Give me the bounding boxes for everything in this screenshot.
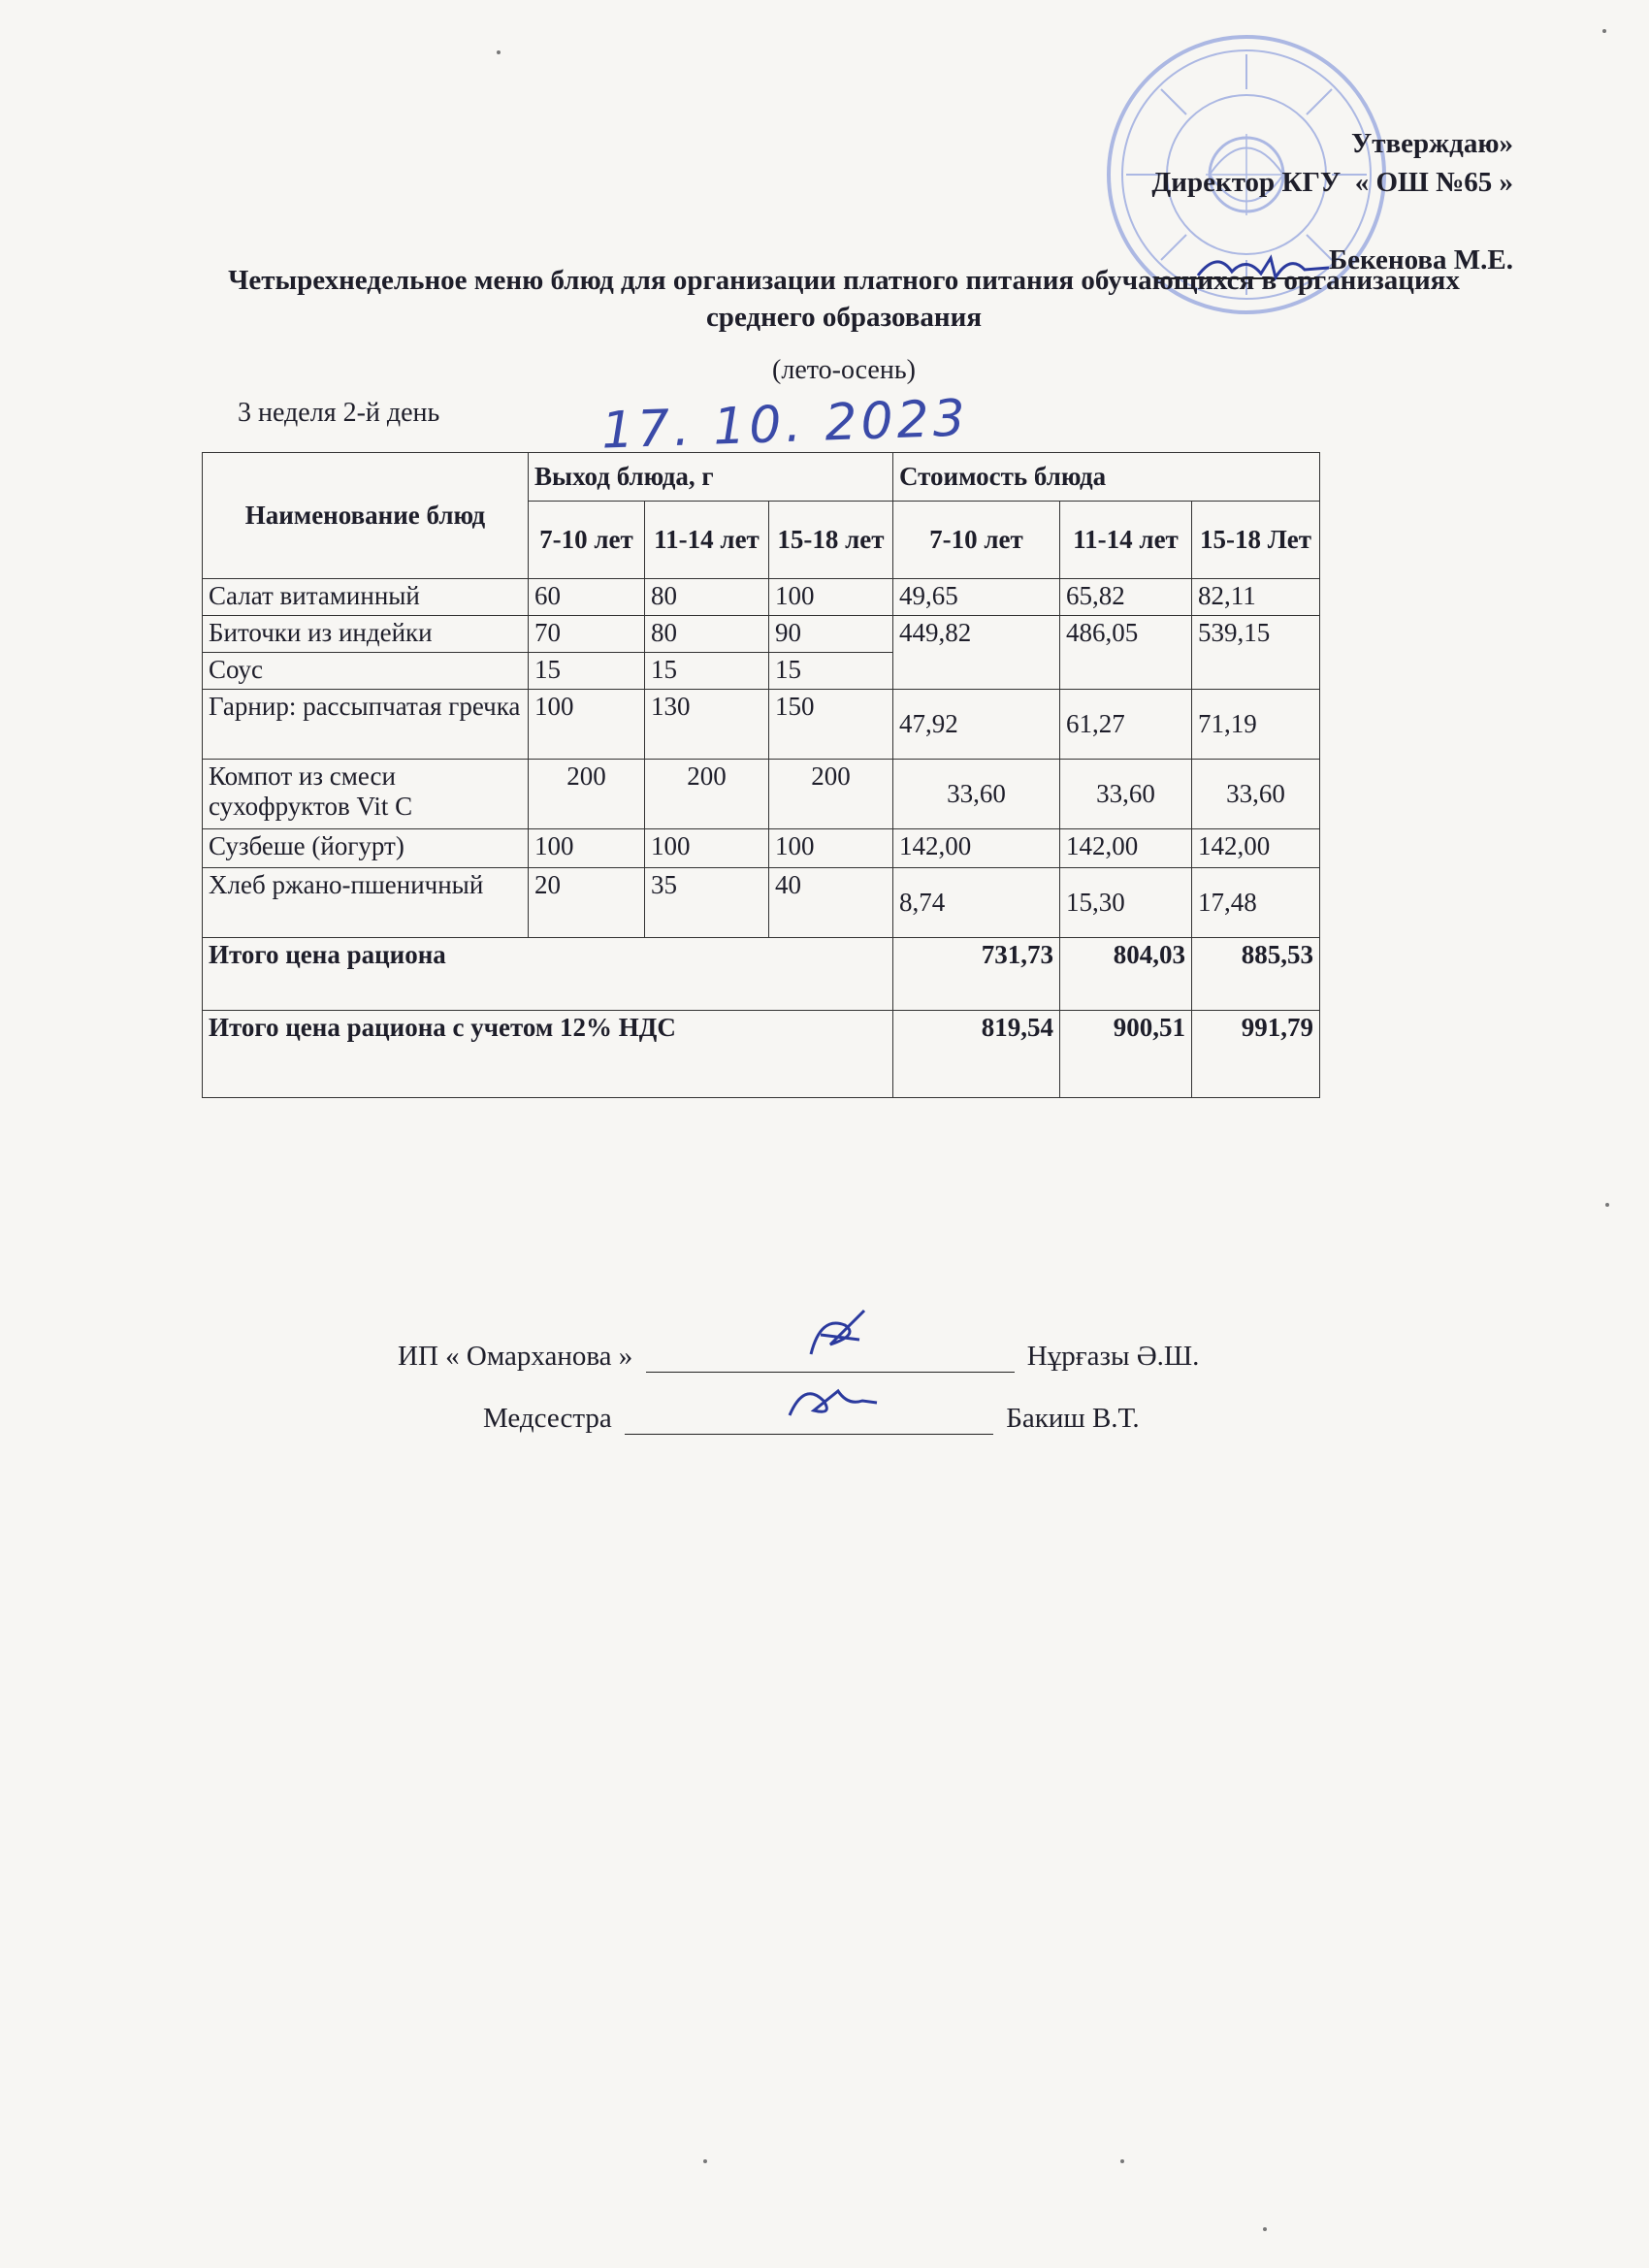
yield-cell: 80 <box>645 616 769 653</box>
ip-name: Нұрғазы Ә.Ш. <box>1026 1341 1200 1372</box>
cost-cell: 449,82 <box>893 616 1060 690</box>
cost-cell: 33,60 <box>1060 760 1192 829</box>
yield-cell: 60 <box>529 579 645 616</box>
header-dish-name: Наименование блюд <box>203 453 529 579</box>
ip-signature-blank <box>646 1345 1015 1373</box>
total-vat-cost: 991,79 <box>1192 1011 1320 1098</box>
yield-cell: 100 <box>645 829 769 868</box>
cost-cell: 65,82 <box>1060 579 1192 616</box>
scan-speck <box>703 2159 707 2163</box>
season-label: (лето-осень) <box>772 355 916 385</box>
cost-cell: 33,60 <box>1192 760 1320 829</box>
cost-cell: 142,00 <box>893 829 1060 868</box>
header-cost: Стоимость блюда <box>893 453 1320 502</box>
table-row <box>203 690 1320 760</box>
total-row <box>203 938 1320 1011</box>
cost-cell: 47,92 <box>893 690 1060 760</box>
total-vat-cost: 819,54 <box>893 1011 1060 1098</box>
director-name: Бекенова М.Е. <box>1328 244 1513 275</box>
yield-cell: 200 <box>645 760 769 829</box>
yield-cell: 35 <box>645 868 769 938</box>
nurse-signature-row <box>483 1403 1140 1435</box>
scan-speck <box>1263 2227 1267 2231</box>
table-row <box>203 579 1320 616</box>
header-age-yield: 11-14 лет <box>645 502 769 579</box>
nurse-name: Бакиш В.Т. <box>1006 1403 1140 1434</box>
ip-signature-scribble <box>792 1306 879 1364</box>
yield-cell: 100 <box>769 579 893 616</box>
header-age-cost: 7-10 лет <box>893 502 1060 579</box>
cost-cell: 71,19 <box>1192 690 1320 760</box>
header-age-yield: 7-10 лет <box>529 502 645 579</box>
cost-cell: 49,65 <box>893 579 1060 616</box>
total-cost: 804,03 <box>1060 938 1192 1011</box>
total-label: Итого цена рациона <box>203 938 893 1011</box>
nurse-signature-scribble <box>780 1372 887 1430</box>
cost-cell: 142,00 <box>1060 829 1192 868</box>
cost-cell: 61,27 <box>1060 690 1192 760</box>
table-row <box>203 868 1320 938</box>
cost-cell: 15,30 <box>1060 868 1192 938</box>
dish-name: Гарнир: рассыпчатая гречка <box>203 690 529 760</box>
ip-signature-row <box>398 1341 1199 1373</box>
yield-cell: 200 <box>769 760 893 829</box>
menu-table <box>202 452 1320 1098</box>
header-age-cost: 15-18 Лет <box>1192 502 1320 579</box>
table-row <box>203 829 1320 868</box>
cost-cell: 486,05 <box>1060 616 1192 690</box>
total-cost: 885,53 <box>1192 938 1320 1011</box>
scan-speck <box>497 50 501 54</box>
cost-cell: 8,74 <box>893 868 1060 938</box>
table-row <box>203 760 1320 829</box>
dish-name: Сузбеше (йогурт) <box>203 829 529 868</box>
total-vat-row <box>203 1011 1320 1098</box>
cost-cell: 17,48 <box>1192 868 1320 938</box>
dish-name: Компот из смеси сухофруктов Vit C <box>203 760 529 829</box>
yield-cell: 20 <box>529 868 645 938</box>
cost-cell: 82,11 <box>1192 579 1320 616</box>
dish-name: Биточки из индейки <box>203 616 529 653</box>
total-cost: 731,73 <box>893 938 1060 1011</box>
yield-cell: 200 <box>529 760 645 829</box>
yield-cell: 100 <box>769 829 893 868</box>
ip-label: ИП « Омарханова » <box>398 1341 633 1372</box>
document-title: Четырехнедельное меню блюд для организации платного питания обучающихся в организациях среднего образования <box>228 265 1460 333</box>
scan-speck <box>1120 2159 1124 2163</box>
yield-cell: 90 <box>769 616 893 653</box>
dish-name: Хлеб ржано-пшеничный <box>203 868 529 938</box>
cost-cell: 33,60 <box>893 760 1060 829</box>
yield-cell: 100 <box>529 829 645 868</box>
director-title: Директор КГУ « ОШ №65 » <box>1151 167 1513 198</box>
nurse-signature-blank <box>625 1407 993 1435</box>
total-vat-cost: 900,51 <box>1060 1011 1192 1098</box>
yield-cell: 15 <box>645 653 769 690</box>
yield-cell: 40 <box>769 868 893 938</box>
handwritten-date: 17. 10. 2023 <box>600 389 970 461</box>
yield-cell: 100 <box>529 690 645 760</box>
table-row <box>203 616 1320 653</box>
yield-cell: 15 <box>769 653 893 690</box>
yield-cell: 70 <box>529 616 645 653</box>
scan-speck <box>1605 1203 1609 1207</box>
approval-heading: Утверждаю» <box>1350 128 1513 159</box>
header-age-cost: 11-14 лет <box>1060 502 1192 579</box>
scan-speck <box>1602 29 1606 33</box>
dish-name: Салат витаминный <box>203 579 529 616</box>
yield-cell: 80 <box>645 579 769 616</box>
dish-name: Соус <box>203 653 529 690</box>
week-day-label: 3 неделя 2-й день <box>238 398 440 428</box>
cost-cell: 539,15 <box>1192 616 1320 690</box>
nurse-label: Медсестра <box>483 1403 612 1434</box>
cost-cell: 142,00 <box>1192 829 1320 868</box>
yield-cell: 130 <box>645 690 769 760</box>
yield-cell: 150 <box>769 690 893 760</box>
yield-cell: 15 <box>529 653 645 690</box>
total-vat-label: Итого цена рациона с учетом 12% НДС <box>203 1011 893 1098</box>
header-yield: Выход блюда, г <box>529 453 893 502</box>
header-age-yield: 15-18 лет <box>769 502 893 579</box>
